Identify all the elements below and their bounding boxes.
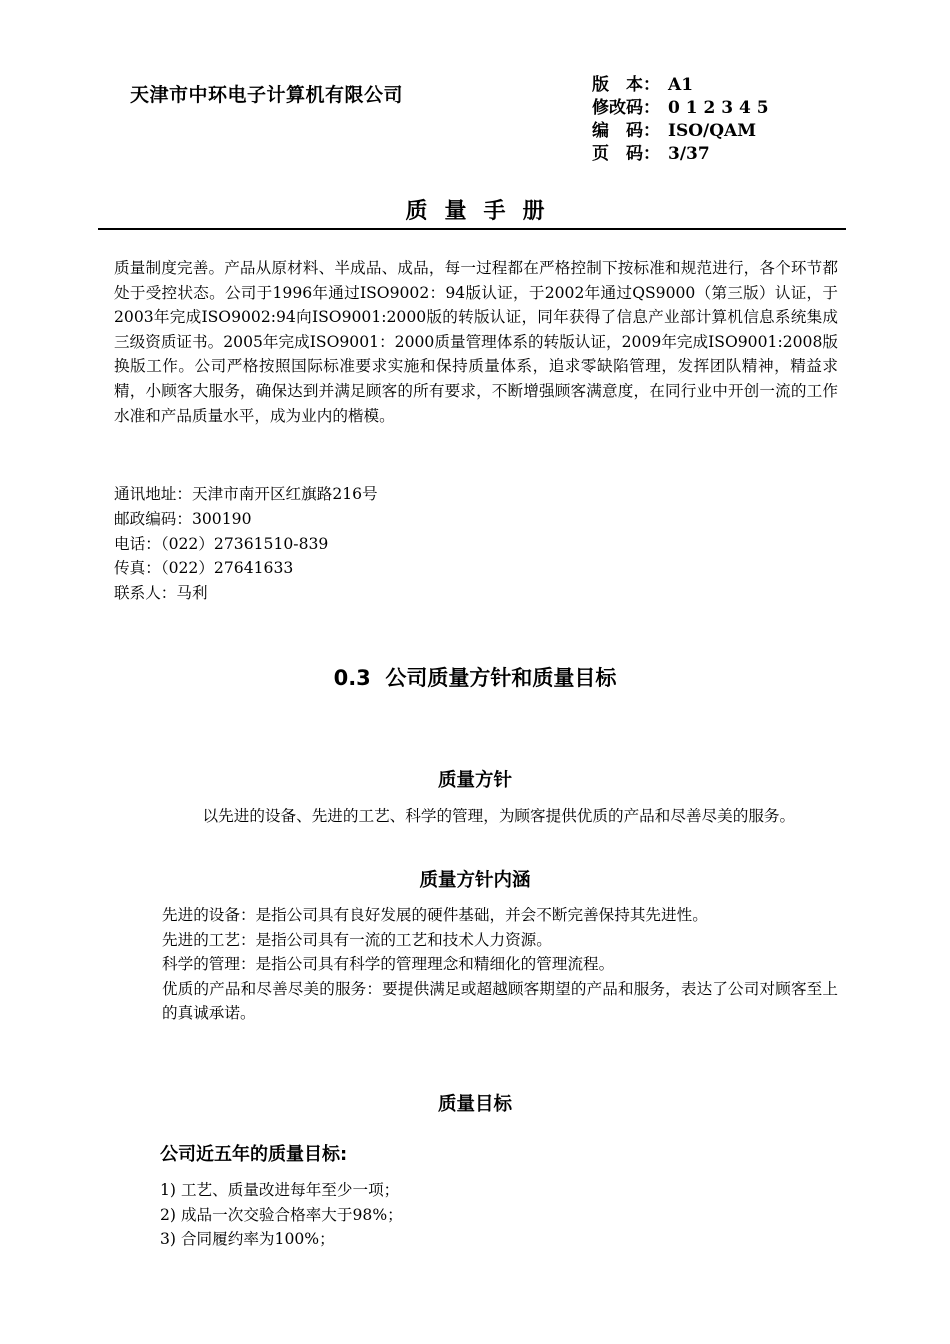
connotation-list <box>162 903 838 1026</box>
goals-subheading: 公司近五年的质量目标: <box>160 1144 348 1165</box>
document-meta <box>592 74 769 166</box>
header-divider <box>98 228 846 230</box>
contact-phone: 电话：（022）27361510-839 <box>114 534 329 553</box>
connotation-item: 优质的产品和尽善尽美的服务：要提供满足或超越顾客期望的产品和服务，表达了公司对顾客至上的真诚承诺。 <box>162 979 838 1023</box>
meta-revision <box>592 97 769 120</box>
goals-list <box>160 1178 403 1252</box>
meta-value: A1 <box>668 75 694 95</box>
meta-key: 页 码： <box>592 144 660 164</box>
policy-text: 以先进的设备、先进的工艺、科学的管理，为顾客提供优质的产品和尽善尽美的服务。 <box>202 807 796 825</box>
document-title: 质量手册 <box>405 199 562 224</box>
contact-address: 通讯地址：天津市南开区红旗路216号 <box>114 485 378 503</box>
goal-item: 2) 成品一次交验合格率大于98%； <box>160 1205 403 1224</box>
connotation-heading: 质量方针内涵 <box>419 870 531 891</box>
meta-value: 3/37 <box>668 144 710 164</box>
meta-key: 编 码： <box>592 121 660 141</box>
meta-key: 版 本： <box>592 75 660 95</box>
contact-person: 联系人：马利 <box>114 584 208 603</box>
goals-heading: 质量目标 <box>437 1094 512 1115</box>
meta-key: 修改码： <box>592 98 660 118</box>
goal-item: 3) 合同履约率为100%； <box>160 1230 335 1249</box>
meta-version <box>592 74 769 97</box>
connotation-item: 先进的工艺：是指公司具有一流的工艺和技术人力资源。 <box>162 930 552 949</box>
meta-value: ISO/QAM <box>668 121 757 141</box>
contact-block <box>114 482 378 606</box>
policy-heading: 质量方针 <box>437 770 512 791</box>
connotation-item: 科学的管理：是指公司具有科学的管理理念和精细化的管理流程。 <box>162 955 615 974</box>
intro-paragraph: 质量制度完善。产品从原材料、半成品、成品，每一过程都在严格控制下按标准和规范进行，各个环节都处于受控状态。公司于1996年通过ISO9002：94版认证，于2002年通过QS9000（第三版）认证，于2003年完成ISO9002:94向ISO9001:2000版的转版认证，同年获得了信息产业部计算机信息系统集成三级资质证书。2005年完成ISO9001：2000质量管理体系的转版认证，2009年完成ISO9001:2008版换版工作。公司严格按照国际标准要求实施和保持质量体系，追求零缺陷管理，发挥团队精神，精益求精，小顾客大服务，确保达到并满足顾客的所有要求，不断增强顾客满意度，在同行业中开创一流的工作水准和产品质量水平，成为业内的楷模。 <box>114 259 838 425</box>
connotation-item: 先进的设备：是指公司具有良好发展的硬件基础，并会不断完善保持其先进性。 <box>162 906 708 924</box>
meta-code <box>592 120 769 143</box>
contact-fax: 传真：（022）27641633 <box>114 559 294 578</box>
company-name: 天津市中环电子计算机有限公司 <box>130 84 404 106</box>
meta-page <box>592 143 769 166</box>
goal-item: 1) 工艺、质量改进每年至少一项； <box>160 1181 400 1199</box>
contact-postcode: 邮政编码：300190 <box>114 509 252 528</box>
meta-value: 0 1 2 3 4 5 <box>668 98 769 118</box>
section-title: 0.3 公司质量方针和质量目标 <box>333 666 617 690</box>
